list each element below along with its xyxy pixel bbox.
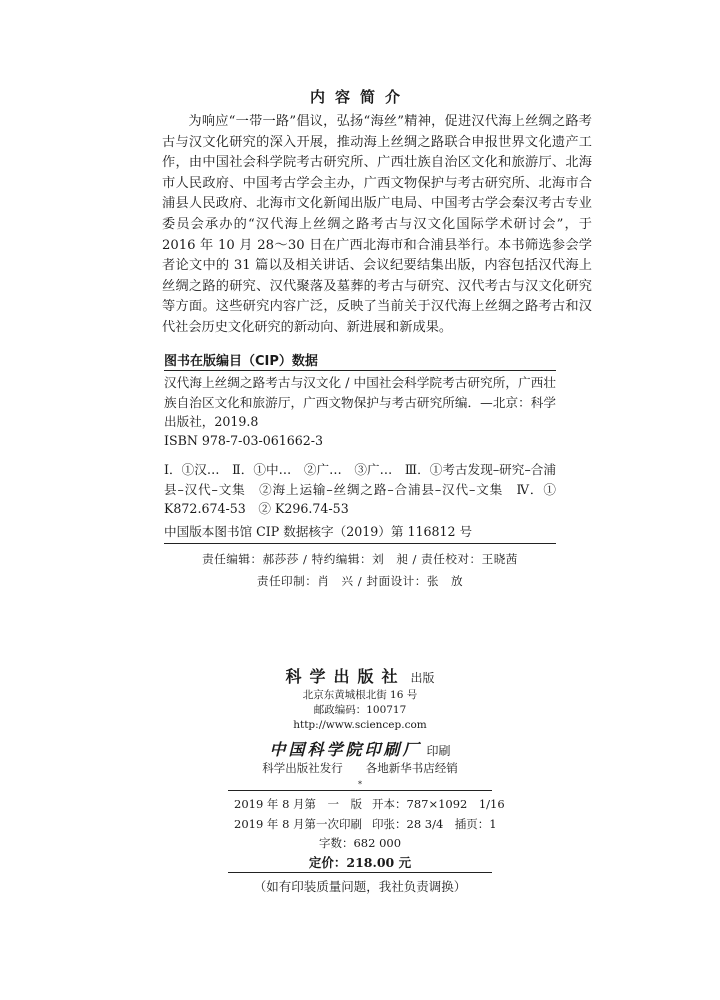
printing-info: 2019 年 8 月第一次印刷 [234, 817, 363, 831]
word-count: 字数：682 000 [318, 836, 402, 850]
publisher-logo-name: 科学出版社 [285, 667, 406, 686]
cip-top-rule [164, 370, 556, 371]
cip-heading: 图书在版编目（CIP）数据 [164, 354, 318, 369]
separator-mark: * [358, 780, 362, 789]
spec-bottom-rule [228, 872, 492, 873]
credits-production: 责任印制：肖 兴 / 封面设计：张 放 [256, 574, 464, 588]
credits-editors: 责任编辑：郝莎莎 / 特约编辑：刘 昶 / 责任校对：王晓茜 [202, 552, 518, 566]
page-title: 内容简介 [309, 88, 410, 106]
cip-record: 汉代海上丝绸之路考古与汉文化 / 中国社会科学院考古研究所，广西壮族自治区文化和旅游厅，广西文物保护与考古研究所编．—北京：科学出版社，2019.8 [164, 375, 556, 430]
cip-core-data: 中国版本图书馆 CIP 数据核字（2019）第 116812 号 [164, 524, 473, 539]
publisher-url: http://www.sciencep.com [293, 719, 427, 731]
printer-line [0, 737, 720, 760]
distribution-line: 科学出版社发行 各地新华书店经销 [262, 761, 458, 775]
format-info: 开本：787×1092 1/16 [372, 797, 505, 811]
price-line [0, 853, 720, 871]
edition-info: 2019 年 8 月第 一 版 [234, 797, 363, 811]
sheets-info: 印张：28 3/4 插页：1 [372, 817, 497, 831]
price-label: 定价： [308, 855, 347, 870]
printer-suffix: 印刷 [426, 744, 451, 758]
cip-isbn: ISBN 978-7-03-061662-3 [164, 433, 324, 448]
printer-logo-name: 中国科学院印刷厂 [269, 740, 422, 759]
cip-bottom-rule [164, 543, 556, 544]
intro-paragraph: 为响应“一带一路”倡议，弘扬“海丝”精神，促进汉代海上丝绸之路考古与汉文化研究的深入开展，推动海上丝绸之路联合申报世界文化遗产工作，由中国社会科学院考古研究所、广西壮族自治区文化和旅游厅、北海市人民政府、中国考古学会主办，广西文物保护与考古研究所、北海市合浦县人民政府、北海市文化新闻出版广电局、中国考古学会秦汉考古专业委员会承办的“汉代海上丝绸之路考古与汉文化国际学术研讨会”，于 2016 年 10 月 28～30 日在广西北海市和合浦县举行。本书筛选参会学者论文中的 31 篇以及相关讲话、会议纪要结集出版，内容包括汉代海上丝绸之路的研究、汉代聚落及墓葬的考古与研究、汉代考古与汉文化研究等方面。这些研究内容广泛，反映了当前关于汉代海上丝绸之路考古和汉代社会历史文化研究的新动向、新进展和新成果。 [162, 114, 592, 335]
publisher-address: 北京东黄城根北街 16 号 [302, 689, 418, 701]
spec-top-rule [228, 790, 492, 791]
price-value: 218.00 元 [346, 855, 412, 870]
publisher-line [0, 664, 720, 687]
quality-notice: （如有印装质量问题，我社负责调换） [253, 879, 467, 894]
publisher-postcode: 邮政编码：100717 [313, 704, 407, 716]
cip-classification: Ⅰ．①汉… Ⅱ．①中… ②广… ③广… Ⅲ．①考古发现–研究–合浦县–汉代–文集 ②海上运输–丝绸之路–合浦县–汉代–文集 Ⅳ．① K872.674-53 ② K296.74-53 [164, 462, 556, 517]
publisher-suffix: 出版 [410, 671, 435, 685]
